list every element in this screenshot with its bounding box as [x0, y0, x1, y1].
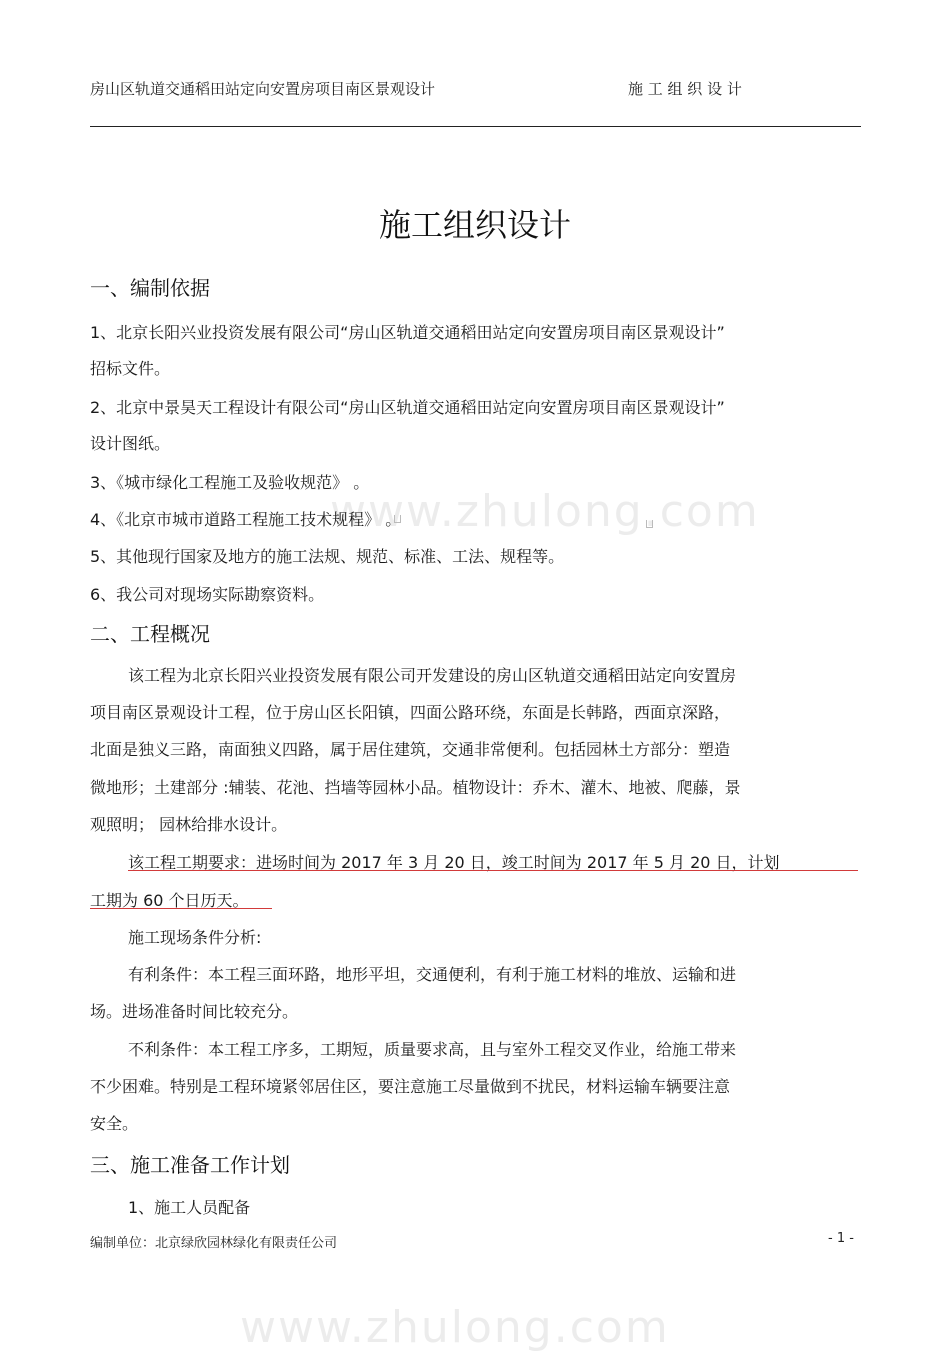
watermark-bottom: www.zhulong.com: [240, 1302, 670, 1353]
basis-line-6: 4、《北京市城市道路工程施工技术规程》 。: [90, 510, 402, 529]
header-divider: [90, 126, 861, 127]
favorable-line-1: 有利条件：本工程三面环路，地形平坦，交通便利，有利于施工材料的堆放、运输和进: [128, 965, 737, 984]
unfavorable-line-2: 不少困难。特别是工程环境紧邻居住区，要注意施工尽量做到不扰民，材料运输车辆要注意: [90, 1077, 731, 1096]
overview-line-2: 项目南区景观设计工程，位于房山区长阳镇，四面公路环绕，东面是长韩路，西面京深路，: [90, 703, 731, 722]
page-number: - 1 -: [828, 1231, 854, 1246]
schedule-line-1: 该工程工期要求：进场时间为 2017 年 3 月 20 日，竣工时间为 2017 年 5 月 20 日，计划: [128, 853, 780, 872]
unfavorable-line-1: 不利条件：本工程工序多，工期短，质量要求高，且与室外工程交叉作业，给施工带来: [128, 1040, 737, 1059]
scan-marker: [394, 515, 401, 523]
basis-line-2: 招标文件。: [90, 359, 171, 378]
section-heading-overview: 二、工程概况: [90, 622, 210, 646]
basis-line-4: 设计图纸。: [90, 434, 171, 453]
scan-marker: [646, 520, 653, 528]
overview-line-4: 微地形；土建部分 :辅装、花池、挡墙等园林小品。植物设计：乔木、灌木、地被、爬藤，景: [90, 778, 741, 797]
overview-line-3: 北面是独义三路，南面独义四路，属于居住建筑，交通非常便利。包括园林土方部分：塑造: [90, 740, 731, 759]
schedule-underline-2: [90, 908, 272, 909]
schedule-line-2: 工期为 60 个日历天。: [90, 891, 249, 910]
header-doc-type: 施 工 组 织 设 计: [628, 80, 742, 98]
preparation-sub-1: 1、施工人员配备: [128, 1198, 251, 1217]
footer-org: 编制单位：北京绿欣园林绿化有限责任公司: [90, 1236, 338, 1251]
basis-line-7: 5、其他现行国家及地方的施工法规、规范、标准、工法、规程等。: [90, 547, 565, 566]
overview-line-5: 观照明； 园林给排水设计。: [90, 815, 288, 834]
schedule-underline-1: [128, 870, 858, 871]
site-analysis-heading: 施工现场条件分析:: [128, 928, 262, 947]
watermark-middle: www.zhulong.com: [330, 486, 760, 537]
overview-line-1: 该工程为北京长阳兴业投资发展有限公司开发建设的房山区轨道交通稻田站定向安置房: [128, 666, 737, 685]
basis-line-5: 3、《城市绿化工程施工及验收规范》 。: [90, 473, 370, 492]
header-project-name: 房山区轨道交通稻田站定向安置房项目南区景观设计: [90, 80, 436, 98]
favorable-line-2: 场。进场准备时间比较充分。: [90, 1002, 299, 1021]
basis-line-3: 2、北京中景昊天工程设计有限公司“房山区轨道交通稻田站定向安置房项目南区景观设计”: [90, 398, 725, 417]
page-title: 施工组织设计: [378, 206, 571, 244]
basis-line-8: 6、我公司对现场实际勘察资料。: [90, 585, 325, 604]
basis-line-1: 1、北京长阳兴业投资发展有限公司“房山区轨道交通稻田站定向安置房项目南区景观设计”: [90, 323, 725, 342]
section-heading-preparation: 三、施工准备工作计划: [90, 1153, 290, 1177]
section-heading-basis: 一、编制依据: [90, 276, 210, 300]
unfavorable-line-3: 安全。: [90, 1114, 139, 1133]
